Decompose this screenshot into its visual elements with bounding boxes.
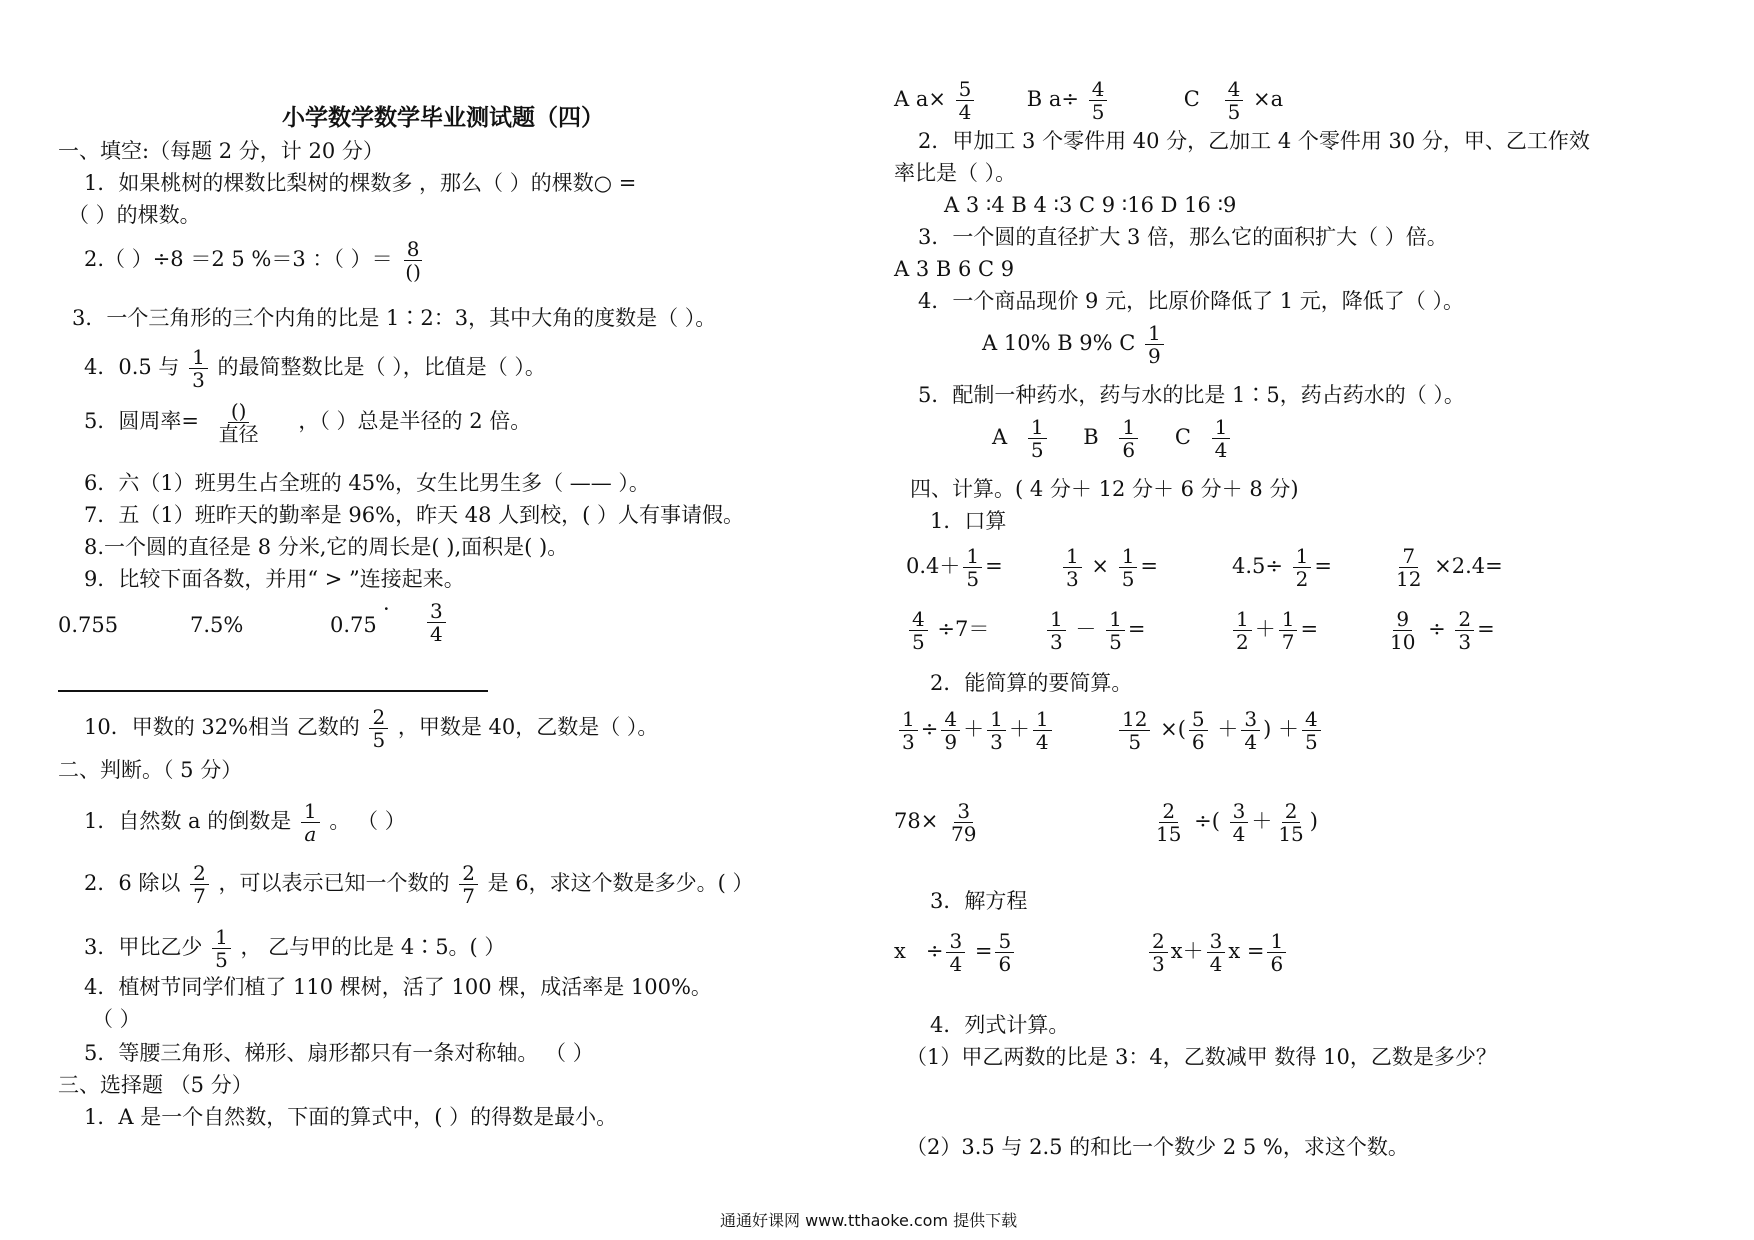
simplify-expr-2: $\frac{12}{5}$ ×( $\frac{5}{6}$ ＋ $\frac{3}{4}$ ) ＋ $\frac{4}{5}$ — [1116, 708, 1324, 753]
s2-q3-fraction: $\frac{1}{5}$ — [212, 926, 231, 971]
s1-q10: 10．甲数的 32%相当 乙数的 $\frac{2}{5}$ ，甲数是 40，乙数是（ ）。 — [84, 705, 659, 752]
s2-q3: 3．甲比乙少 $\frac{1}{5}$ ， 乙与甲的比是 4∶5。( ） — [84, 925, 506, 972]
s1-q9-fraction: $\frac{3}{4}$ — [427, 600, 446, 645]
s4-part-4-q2: （2）3.5 与 2.5 的和比一个数少 2 5 %，求这个数。 — [906, 1135, 1409, 1159]
s3-q1-option-c-fraction: $\frac{4}{5}$ — [1225, 78, 1244, 123]
s4-part-1-label: 1．口算 — [930, 509, 1007, 533]
s1-q9-value-2: 7.5% — [190, 613, 244, 637]
s1-q9-value-4 — [424, 600, 449, 645]
page-title: 小学数学数学毕业测试题（四） — [282, 104, 604, 131]
section-1-heading: 一、填空:（每题 2 分，计 20 分） — [58, 139, 384, 163]
oral-calc-4: $\frac{7}{12}$ ×2.4= — [1396, 544, 1503, 591]
s1-q4: 4．0.5 与 $\frac{1}{3}$ 的最简整数比是（ ），比值是（ ）。 — [84, 345, 546, 392]
oral-calc-2: $\frac{1}{3}$ × $\frac{1}{5}$ = — [1060, 545, 1158, 590]
simplify-expr-1: $\frac{1}{3}$ ÷ $\frac{4}{9}$ ＋ $\frac{1}{3}$ ＋ $\frac{1}{4}$ — [896, 708, 1055, 753]
s4-part-4-q1: （1）甲乙两数的比是 3：4，乙数减甲 数得 10，乙数是多少？ — [906, 1045, 1497, 1069]
equation-2: $\frac{2}{3}$ x＋ $\frac{3}{4}$ x = $\frac{1}{6}$ — [1146, 930, 1289, 975]
s3-q1-option-a-fraction: $\frac{5}{4}$ — [956, 78, 975, 123]
s3-q1: 1．A 是一个自然数，下面的算式中，( ）的得数是最小。 — [84, 1105, 618, 1129]
s1-q2: 2.（ ）÷8 ＝2 5 %＝3 ：（ ）＝ 8 () — [84, 238, 427, 283]
s2-q1-fraction: $\frac{1}{a}$ — [301, 800, 320, 845]
s1-q2-fraction: 8 () — [405, 237, 421, 284]
s1-q9-repeat-dot: · — [383, 597, 390, 621]
s1-q6: 6．六（1）班男生占全班的 45%，女生比男生多（ —— ）。 — [84, 471, 650, 495]
simplify-expr-3: 78× $\frac{3}{79}$ — [894, 799, 977, 846]
s2-q2-fraction-2: $\frac{2}{7}$ — [459, 862, 478, 907]
s3-q5: 5．配制一种药水，药与水的比是 1∶5，药占药水的（ ）。 — [918, 383, 1465, 407]
s1-q5-fraction: () 直径 — [218, 399, 259, 446]
s2-q1: 1．自然数 a 的倒数是 $\frac{1}{a}$ 。 （ ） — [84, 799, 406, 846]
s3-q5-options: A $\frac{1}{5}$ B $\frac{1}{6}$ C $\frac{1}{4}$ — [992, 416, 1244, 461]
s2-q4-line1: 4．植树节同学们植了 110 棵树，活了 100 棵，成活率是 100%。 — [84, 975, 712, 999]
s3-q1-options: A a× $\frac{5}{4}$ B a÷ $\frac{4}{5}$ C $\frac{4}{5}$ ×a — [894, 77, 1284, 124]
s3-q4-option-c-fraction: $\frac{1}{9}$ — [1145, 322, 1164, 367]
s3-q3-options: A 3 B 6 C 9 — [894, 257, 1015, 281]
oral-calc-6: $\frac{1}{3}$ － $\frac{1}{5}$ = — [1044, 608, 1145, 653]
s2-q2-fraction-1: $\frac{2}{7}$ — [190, 862, 209, 907]
s3-q2-options: A 3 ∶4 B 4 ∶3 C 9 ∶16 D 16 ∶9 — [944, 193, 1237, 217]
oral-calc-3: 4.5÷ $\frac{1}{2}$ = — [1232, 544, 1333, 591]
s4-part-2-label: 2．能简算的要简算。 — [930, 671, 1133, 695]
s3-q3: 3．一个圆的直径扩大 3 倍，那么它的面积扩大（ ）倍。 — [918, 225, 1448, 249]
s3-q4: 4．一个商品现价 9 元，比原价降低了 1 元，降低了（ ）。 — [918, 289, 1464, 313]
s2-q2: 2．6 除以 $\frac{2}{7}$ ，可以表示已知一个数的 $\frac{2}{7}$ 是 6，求这个数是多少。( ） — [84, 861, 754, 908]
oral-calc-1: 0.4＋ $\frac{1}{5}$ = — [906, 544, 1003, 591]
s3-q2-line1: 2．甲加工 3 个零件用 40 分，乙加工 4 个零件用 30 分，甲、乙工作效 — [918, 129, 1590, 153]
s1-q1-line2: （ ）的棵数。 — [68, 203, 201, 227]
s1-q8: 8.一个圆的直径是 8 分米,它的周长是( ),面积是( )。 — [84, 535, 569, 559]
s1-q10-fraction: $\frac{2}{5}$ — [369, 706, 388, 751]
oral-calc-5: $\frac{4}{5}$ ÷7＝ — [906, 608, 989, 653]
s1-q9: 9．比较下面各数，并用“ > ”连接起来。 — [84, 567, 465, 591]
s2-q4-line2: （ ） — [92, 1007, 141, 1031]
footer-credit: 通通好课网 www.tthaoke.com 提供下载 — [720, 1211, 1018, 1230]
s3-q4-options: A 10% B 9% C $\frac{1}{9}$ — [982, 322, 1167, 367]
section-4-heading: 四、计算。( 4 分＋ 12 分＋ 6 分＋ 8 分) — [910, 477, 1299, 501]
s1-q3: 3．一个三角形的三个内角的比是 1∶2：3，其中大角的度数是（ ）。 — [72, 306, 717, 330]
s3-q2-line2: 率比是（ ）。 — [894, 161, 1017, 185]
oral-calc-7: $\frac{1}{2}$ ＋ $\frac{1}{7}$ = — [1230, 608, 1318, 653]
oral-calc-8: $\frac{9}{10}$ ÷ $\frac{2}{3}$ = — [1390, 607, 1495, 654]
simplify-expr-4: $\frac{2}{15}$ ÷( $\frac{3}{4}$ ＋ $\frac{2}{15}$ ) — [1156, 799, 1318, 846]
s1-q4-fraction: $\frac{1}{3}$ — [189, 346, 208, 391]
answer-line — [58, 690, 488, 692]
s1-q9-value-1: 0.755 — [58, 613, 119, 637]
s2-q5: 5．等腰三角形、梯形、扇形都只有一条对称轴。 （ ） — [84, 1041, 594, 1065]
section-3-heading: 三、选择题 （5 分） — [58, 1073, 253, 1097]
s1-q7: 7．五（1）班昨天的勤率是 96%，昨天 48 人到校，( ）人有事请假。 — [84, 503, 745, 527]
s3-q1-option-b-fraction: $\frac{4}{5}$ — [1089, 78, 1108, 123]
s1-q5: 5．圆周率= () 直径 ，（ ）总是半径的 2 倍。 — [84, 399, 532, 446]
equation-1: x ÷ $\frac{3}{4}$ = $\frac{5}{6}$ — [894, 930, 1017, 975]
s1-q9-value-3: 0.75 — [330, 613, 377, 637]
section-2-heading: 二、判断。（ 5 分） — [58, 758, 243, 782]
s1-q1-line1: 1．如果桃树的棵数比梨树的棵数多 ，那么（ ）的棵数○ = — [84, 171, 637, 195]
s4-part-4-label: 4．列式计算。 — [930, 1013, 1070, 1037]
s4-part-3-label: 3．解方程 — [930, 889, 1028, 913]
